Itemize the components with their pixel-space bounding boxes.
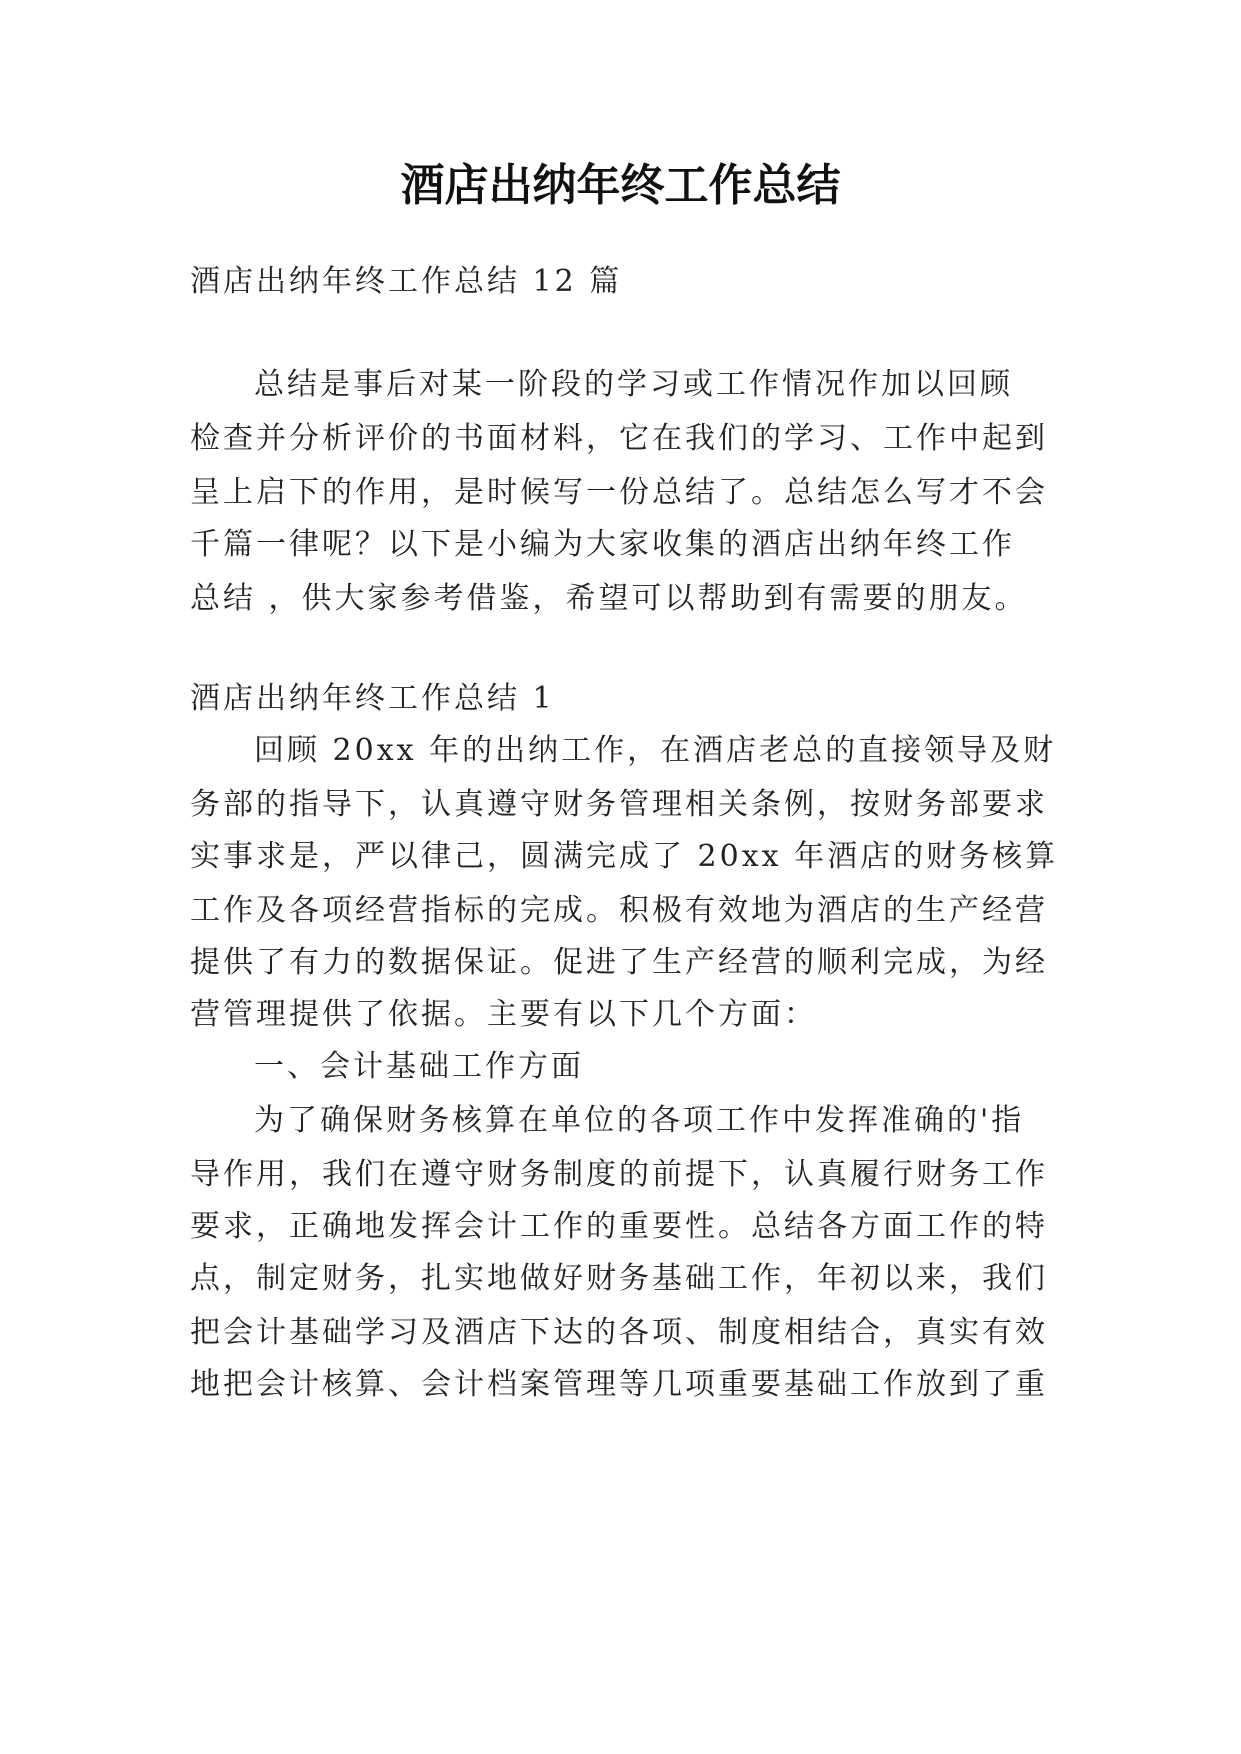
intro-line: 呈上启下的作用，是时候写一份总结了。总结怎么写才不会: [190, 475, 1048, 510]
document-subtitle: 酒店出纳年终工作总结 12 篇: [190, 264, 623, 299]
paragraph-line: 务部的指导下，认真遵守财务管理相关条例，按财务部要求: [190, 787, 1048, 822]
intro-line: 检查并分析评价的书面材料，它在我们的学习、工作中起到: [190, 421, 1048, 456]
paragraph-line: 点，制定财务，扎实地做好财务基础工作，年初以来，我们: [190, 1261, 1048, 1296]
intro-line: 总结 ，供大家参考借鉴，希望可以帮助到有需要的朋友。: [190, 581, 1028, 616]
paragraph-line: 导作用，我们在遵守财务制度的前提下，认真履行财务工作: [190, 1157, 1048, 1192]
subheading: 一、会计基础工作方面: [254, 1049, 584, 1084]
section-heading: 酒店出纳年终工作总结 1: [190, 681, 555, 716]
paragraph-line: 为了确保财务核算在单位的各项工作中发挥准确的'指: [254, 1103, 1025, 1138]
paragraph-line: 实事求是，严以律己，圆满完成了 20xx 年酒店的财务核算: [190, 839, 1059, 874]
intro-line: 总结是事后对某一阶段的学习或工作情况作加以回顾: [254, 367, 1013, 402]
paragraph-line: 回顾 20xx 年的出纳工作，在酒店老总的直接领导及财: [254, 733, 1057, 768]
paragraph-line: 要求，正确地发挥会计工作的重要性。总结各方面工作的特: [190, 1209, 1048, 1244]
paragraph-line: 工作及各项经营指标的完成。积极有效地为酒店的生产经营: [190, 893, 1048, 928]
paragraph-line: 提供了有力的数据保证。促进了生产经营的顺利完成，为经: [190, 945, 1048, 980]
paragraph-line: 把会计基础学习及酒店下达的各项、制度相结合，真实有效: [190, 1315, 1048, 1350]
intro-line: 千篇一律呢？以下是小编为大家收集的酒店出纳年终工作: [190, 527, 1015, 562]
paragraph-line: 地把会计核算、会计档案管理等几项重要基础工作放到了重: [190, 1367, 1048, 1402]
paragraph-line: 营管理提供了依据。主要有以下几个方面：: [190, 997, 817, 1032]
document-title: 酒店出纳年终工作总结: [400, 160, 841, 211]
